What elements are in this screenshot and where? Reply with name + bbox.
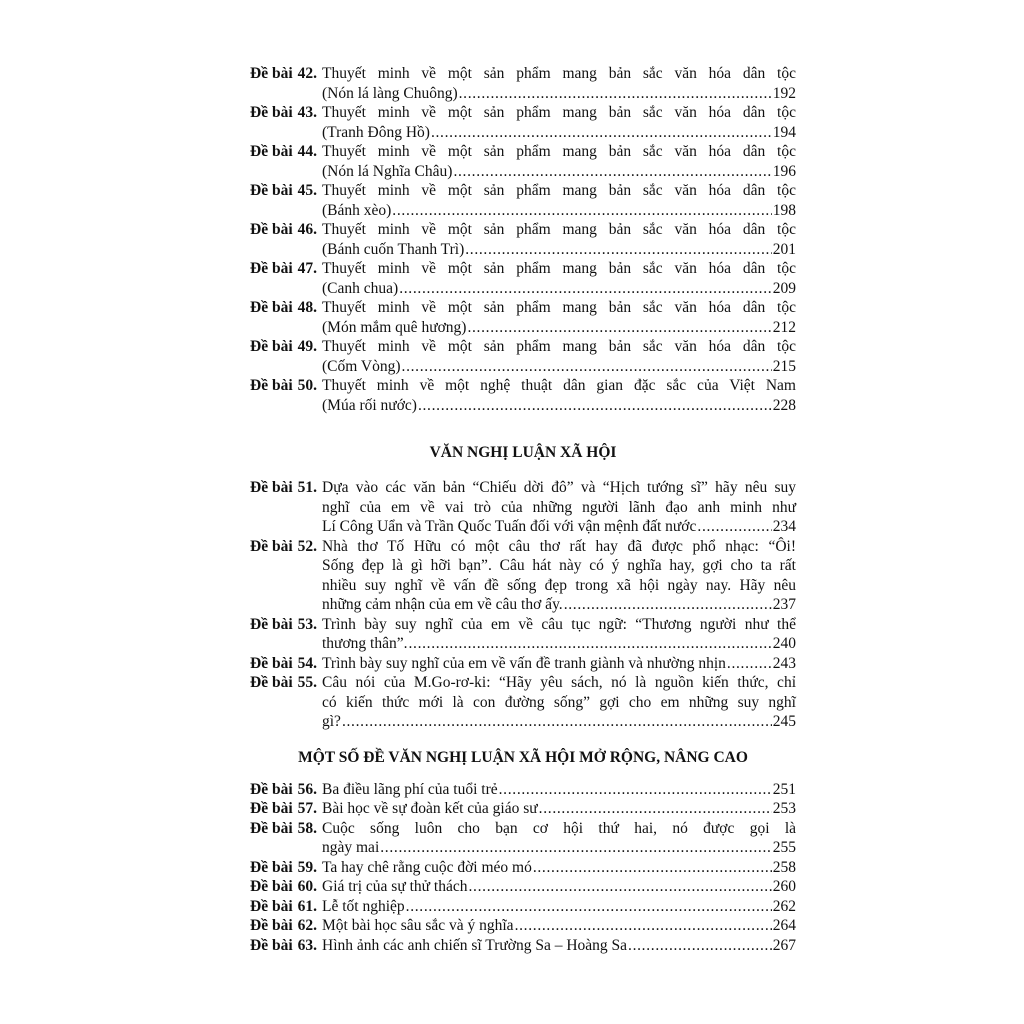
entry-label-text: Đề bài (250, 674, 293, 691)
entry-line (322, 712, 796, 732)
entry-line-text: (Cốm Vòng) (322, 357, 401, 375)
entry-body (322, 673, 796, 732)
entry-number: 58 (297, 819, 314, 837)
entry-label-text: Đề bài (250, 615, 293, 633)
toc-entry (250, 337, 796, 376)
entry-label (250, 916, 317, 936)
page-number: 196 (772, 162, 796, 180)
entry-line-text: Dựa vào các văn bản “Chiếu dời đô” và “Hịch tướng sĩ” hãy nêu suy (322, 479, 796, 496)
page-number: 209 (772, 279, 796, 297)
toc-entry (250, 537, 796, 615)
entry-line (322, 576, 796, 596)
entry-line-text: Thuyết minh về một sản phẩm mang bản sắc văn hóa dân tộc (322, 182, 796, 199)
entry-line-text: Trình bày suy nghĩ của em về câu tục ngữ: “Thương người như thể (322, 615, 796, 633)
page-number: 194 (772, 123, 796, 141)
entry-line (322, 780, 796, 800)
dot-leader (515, 916, 772, 936)
entry-number: 59 (297, 858, 314, 876)
toc-entry (250, 103, 796, 142)
entry-label (250, 877, 317, 897)
entry-line-text: Sống đẹp là gì hỡi bạn”. Câu hát này có ý nghĩa hay, gợi cho ta rất (322, 557, 796, 574)
toc-entry (250, 142, 796, 181)
entry-body (322, 877, 796, 897)
entry-label (250, 181, 317, 201)
entry-number: 55 (297, 674, 314, 691)
entry-line-text: Ta hay chê rằng cuộc đời méo mó (322, 858, 532, 876)
entry-number-dot: . (313, 897, 317, 915)
page-number: 251 (772, 780, 796, 798)
entry-line (322, 259, 796, 279)
entry-label (250, 259, 317, 279)
entry-line (322, 897, 796, 917)
entry-number-dot: . (313, 479, 317, 496)
entry-label-text: Đề bài (250, 260, 293, 277)
entry-label-text: Đề bài (250, 936, 293, 954)
toc-entry (250, 654, 796, 674)
entry-line-text: Thuyết minh về một sản phẩm mang bản sắc văn hóa dân tộc (322, 260, 796, 277)
entry-line (322, 318, 796, 338)
section-heading-van-nghi-luan-xa-hoi: VĂN NGHỊ LUẬN XÃ HỘI (429, 444, 617, 461)
entry-number-dot: . (313, 858, 317, 876)
entry-line-text: nhiều suy nghĩ về vấn đề sống đẹp trong xã hội ngày nay. Hãy nêu (322, 576, 796, 594)
entry-line-text: (Nón lá làng Chuông) (322, 84, 458, 102)
entry-label-text: Đề bài (250, 104, 293, 121)
entry-label (250, 780, 317, 800)
entry-line (322, 819, 796, 839)
entry-label-text: Đề bài (250, 479, 293, 496)
entry-number-dot: . (313, 654, 317, 672)
entry-number: 63 (297, 936, 314, 954)
entry-number: 48 (297, 299, 314, 316)
entry-line (322, 64, 796, 84)
entry-line-text: Thuyết minh về một sản phẩm mang bản sắc văn hóa dân tộc (322, 338, 796, 355)
dot-leader (418, 396, 772, 416)
entry-number-dot: . (313, 104, 317, 121)
entry-line (322, 634, 796, 654)
entry-label (250, 337, 317, 357)
section-heading-mo-rong-nang-cao: MỘT SỐ ĐỀ VĂN NGHỊ LUẬN XÃ HỘI MỞ RỘNG, NÂNG CAO (298, 748, 748, 766)
entry-body (322, 220, 796, 259)
entry-number-dot: . (313, 878, 317, 895)
entry-line (322, 84, 796, 104)
entry-number: 46 (297, 221, 314, 238)
entry-number: 51 (297, 479, 314, 496)
dot-leader (533, 858, 772, 878)
entry-label (250, 858, 317, 878)
entry-body (322, 897, 796, 917)
entry-line-text: (Tranh Đông Hồ) (322, 123, 430, 141)
entry-line-text: Giá trị của sự thử thách (322, 878, 468, 895)
dot-leader (628, 936, 772, 956)
toc-entry (250, 780, 796, 800)
entry-line-text: (Bánh xèo) (322, 201, 392, 219)
entry-line-text: Trình bày suy nghĩ của em về vấn đề tranh giành và nhường nhịn (322, 654, 726, 672)
dot-leader (408, 634, 771, 654)
entry-label (250, 537, 317, 557)
entry-body (322, 936, 796, 956)
entry-line-text: (Nón lá Nghĩa Châu) (322, 162, 453, 180)
entry-label (250, 799, 317, 819)
entry-label (250, 615, 317, 635)
entry-label-text: Đề bài (250, 537, 293, 555)
entry-number-dot: . (313, 917, 317, 934)
entry-number-dot: . (313, 260, 317, 277)
entry-line (322, 916, 796, 936)
entry-body (322, 615, 796, 654)
entry-body (322, 259, 796, 298)
toc-entry (250, 819, 796, 858)
entry-body (322, 376, 796, 415)
entry-line (322, 376, 796, 396)
page-number: 237 (772, 596, 796, 613)
dot-leader (402, 357, 772, 377)
entry-label (250, 298, 317, 318)
entry-line (322, 123, 796, 143)
entry-number-dot: . (313, 537, 317, 555)
entry-body (322, 181, 796, 220)
entry-line (322, 595, 796, 615)
page-number: 201 (772, 240, 796, 258)
entry-label-text: Đề bài (250, 654, 293, 672)
toc-entry (250, 220, 796, 259)
entry-line (322, 337, 796, 357)
entry-line-text: có kiến thức mới là con đường sống” gợi cho em những suy nghĩ (322, 693, 796, 711)
entry-number: 60 (297, 878, 314, 895)
entry-line-text: Thuyết minh về một sản phẩm mang bản sắc văn hóa dân tộc (322, 221, 796, 238)
dot-leader (459, 84, 772, 104)
entry-label (250, 64, 317, 84)
entry-line-text: Thuyết minh về một sản phẩm mang bản sắc văn hóa dân tộc (322, 143, 796, 160)
dot-leader (499, 780, 772, 800)
entry-label (250, 103, 317, 123)
entry-number: 43 (297, 104, 314, 121)
dot-leader (539, 799, 772, 819)
entry-line-text: Thuyết minh về một nghệ thuật dân gian đặc sắc của Việt Nam (322, 377, 796, 394)
entry-line (322, 201, 796, 221)
page-number: 240 (772, 635, 796, 652)
page-number: 255 (772, 839, 796, 856)
entry-line-text: (Món mắm quê hương) (322, 318, 467, 336)
entry-line (322, 615, 796, 635)
entry-label (250, 936, 317, 956)
entry-number-dot: . (313, 143, 317, 160)
entry-label-text: Đề bài (250, 221, 293, 238)
entry-label-text: Đề bài (250, 780, 293, 798)
dot-leader (342, 712, 772, 732)
toc-entry (250, 376, 796, 415)
entry-number: 56 (297, 780, 314, 798)
entry-line (322, 162, 796, 182)
entry-body (322, 337, 796, 376)
entry-body (322, 103, 796, 142)
entry-line-text: gì? (322, 713, 341, 730)
entry-number-dot: . (313, 182, 317, 199)
entry-body (322, 819, 796, 858)
toc-entry (250, 858, 796, 878)
toc-section-mo-rong-nang-cao (250, 780, 796, 956)
entry-number-dot: . (313, 936, 317, 954)
entry-line (322, 877, 796, 897)
entry-label (250, 478, 317, 498)
entry-line (322, 396, 796, 416)
dot-leader (469, 877, 772, 897)
entry-body (322, 142, 796, 181)
toc-entry (250, 298, 796, 337)
toc-entry (250, 615, 796, 654)
entry-line-text: (Canh chua) (322, 279, 399, 297)
entry-number: 44 (297, 143, 314, 160)
entry-label (250, 654, 317, 674)
page-number: 215 (772, 357, 796, 375)
entry-line (322, 799, 796, 819)
entry-line (322, 537, 796, 557)
toc-entry (250, 799, 796, 819)
entry-label-text: Đề bài (250, 182, 293, 199)
toc-entry (250, 877, 796, 897)
entry-number: 47 (297, 260, 314, 277)
page-number: 234 (772, 518, 796, 535)
entry-line (322, 478, 796, 498)
entry-number: 50 (297, 377, 314, 394)
entry-line-text: Một bài học sâu sắc và ý nghĩa (322, 917, 514, 934)
entry-line (322, 357, 796, 377)
entry-label (250, 142, 317, 162)
entry-line (322, 556, 796, 576)
entry-number-dot: . (313, 377, 317, 394)
page-number: 192 (772, 84, 796, 102)
entry-line-text: Lí Công Uẩn và Trần Quốc Tuấn đối với vận mệnh đất nước (322, 518, 697, 535)
entry-number-dot: . (313, 819, 317, 837)
entry-line-text: Thuyết minh về một sản phẩm mang bản sắc văn hóa dân tộc (322, 299, 796, 316)
entry-line-text: Bài học về sự đoàn kết của giáo sư (322, 800, 538, 817)
entry-number: 42 (297, 65, 314, 82)
entry-body (322, 916, 796, 936)
dot-leader (727, 654, 772, 674)
entry-label (250, 376, 317, 396)
dot-leader (380, 838, 772, 858)
entry-label-text: Đề bài (250, 338, 293, 355)
toc-entry (250, 478, 796, 537)
entry-body (322, 64, 796, 103)
entry-number-dot: . (313, 674, 317, 691)
entry-line-text: Câu nói của M.Go-rơ-ki: “Hãy yêu sách, nó là nguồn kiến thức, chỉ (322, 674, 796, 691)
entry-line (322, 240, 796, 260)
entry-line (322, 858, 796, 878)
entry-line (322, 298, 796, 318)
entry-number-dot: . (313, 800, 317, 817)
entry-line-text: thương thân”. (322, 635, 408, 652)
page-number: 243 (772, 654, 796, 672)
entry-line-text: (Múa rối nước) (322, 396, 417, 414)
entry-number-dot: . (313, 65, 317, 82)
entry-label-text: Đề bài (250, 377, 293, 394)
entry-line (322, 103, 796, 123)
page-number: 228 (772, 396, 796, 414)
entry-number: 57 (297, 800, 314, 817)
entry-line (322, 693, 796, 713)
page-number: 253 (772, 800, 796, 817)
entry-label-text: Đề bài (250, 800, 293, 817)
entry-line-text: Thuyết minh về một sản phẩm mang bản sắc văn hóa dân tộc (322, 65, 796, 82)
toc-entry (250, 181, 796, 220)
entry-label (250, 819, 317, 839)
entry-line-text: (Bánh cuốn Thanh Trì) (322, 240, 465, 258)
entry-label (250, 897, 317, 917)
entry-number: 45 (297, 182, 314, 199)
entry-label-text: Đề bài (250, 65, 293, 82)
entry-label (250, 220, 317, 240)
dot-leader (392, 201, 771, 221)
entry-body (322, 654, 796, 674)
entry-line (322, 181, 796, 201)
page-number: 198 (772, 201, 796, 219)
entry-number: 52 (297, 537, 314, 555)
entry-label-text: Đề bài (250, 299, 293, 316)
dot-leader (431, 123, 772, 143)
entry-number-dot: . (313, 221, 317, 238)
entry-label-text: Đề bài (250, 143, 293, 160)
entry-line-text: những cảm nhận của em về câu thơ ấy. (322, 596, 563, 613)
entry-line-text: nghĩ của em về vai trò của những người lãnh đạo anh minh như (322, 498, 796, 516)
entry-line (322, 498, 796, 518)
entry-number-dot: . (313, 615, 317, 633)
dot-leader (467, 318, 771, 338)
dot-leader (406, 897, 772, 917)
entry-line (322, 220, 796, 240)
entry-body (322, 780, 796, 800)
entry-body (322, 298, 796, 337)
entry-line (322, 673, 796, 693)
entry-line (322, 838, 796, 858)
entry-label (250, 673, 317, 693)
dot-leader (399, 279, 772, 299)
entry-line (322, 517, 796, 537)
toc-entry (250, 64, 796, 103)
dot-leader (564, 595, 772, 615)
entry-body (322, 537, 796, 615)
page-number: 258 (772, 858, 796, 876)
toc-entry (250, 259, 796, 298)
entry-line (322, 654, 796, 674)
entry-label-text: Đề bài (250, 917, 293, 934)
page-number: 260 (772, 878, 796, 895)
toc-entry (250, 897, 796, 917)
entry-line (322, 279, 796, 299)
entry-number-dot: . (313, 299, 317, 316)
entry-line-text: Cuộc sống luôn cho bạn cơ hội thứ hai, nó được gọi là (322, 819, 796, 837)
page-number: 245 (772, 713, 796, 730)
page-number: 212 (772, 318, 796, 336)
dot-leader (453, 162, 771, 182)
dot-leader (697, 517, 771, 537)
entry-label-text: Đề bài (250, 878, 293, 895)
dot-leader (465, 240, 772, 260)
entry-label-text: Đề bài (250, 858, 293, 876)
entry-line-text: Ba điều lãng phí của tuổi trẻ (322, 780, 498, 798)
entry-label-text: Đề bài (250, 819, 293, 837)
entry-label-text: Đề bài (250, 897, 293, 915)
entry-number: 49 (297, 338, 314, 355)
entry-line-text: ngày mai (322, 839, 380, 856)
toc-entry (250, 936, 796, 956)
entry-line (322, 142, 796, 162)
entry-line-text: Nhà thơ Tố Hữu có một câu thơ rất hay đã được phổ nhạc: “Ôi! (322, 537, 796, 555)
entry-number: 61 (297, 897, 314, 915)
entry-body (322, 858, 796, 878)
entry-line (322, 936, 796, 956)
toc-entry (250, 673, 796, 732)
table-of-contents-page (250, 64, 796, 955)
entry-body (322, 478, 796, 537)
page-number: 262 (772, 897, 796, 915)
page-number: 264 (772, 917, 796, 934)
entry-number-dot: . (313, 780, 317, 798)
entry-number-dot: . (313, 338, 317, 355)
entry-number: 53 (297, 615, 314, 633)
toc-section-thuyet-minh (250, 64, 796, 415)
entry-line-text: Lễ tốt nghiệp (322, 897, 405, 915)
page-number: 267 (772, 936, 796, 954)
entry-number: 54 (297, 654, 314, 672)
toc-entry (250, 916, 796, 936)
entry-body (322, 799, 796, 819)
toc-section-nghi-luan-xa-hoi (250, 478, 796, 732)
entry-line-text: Hình ảnh các anh chiến sĩ Trường Sa – Hoàng Sa (322, 936, 628, 954)
entry-number: 62 (297, 917, 314, 934)
entry-line-text: Thuyết minh về một sản phẩm mang bản sắc văn hóa dân tộc (322, 104, 796, 121)
